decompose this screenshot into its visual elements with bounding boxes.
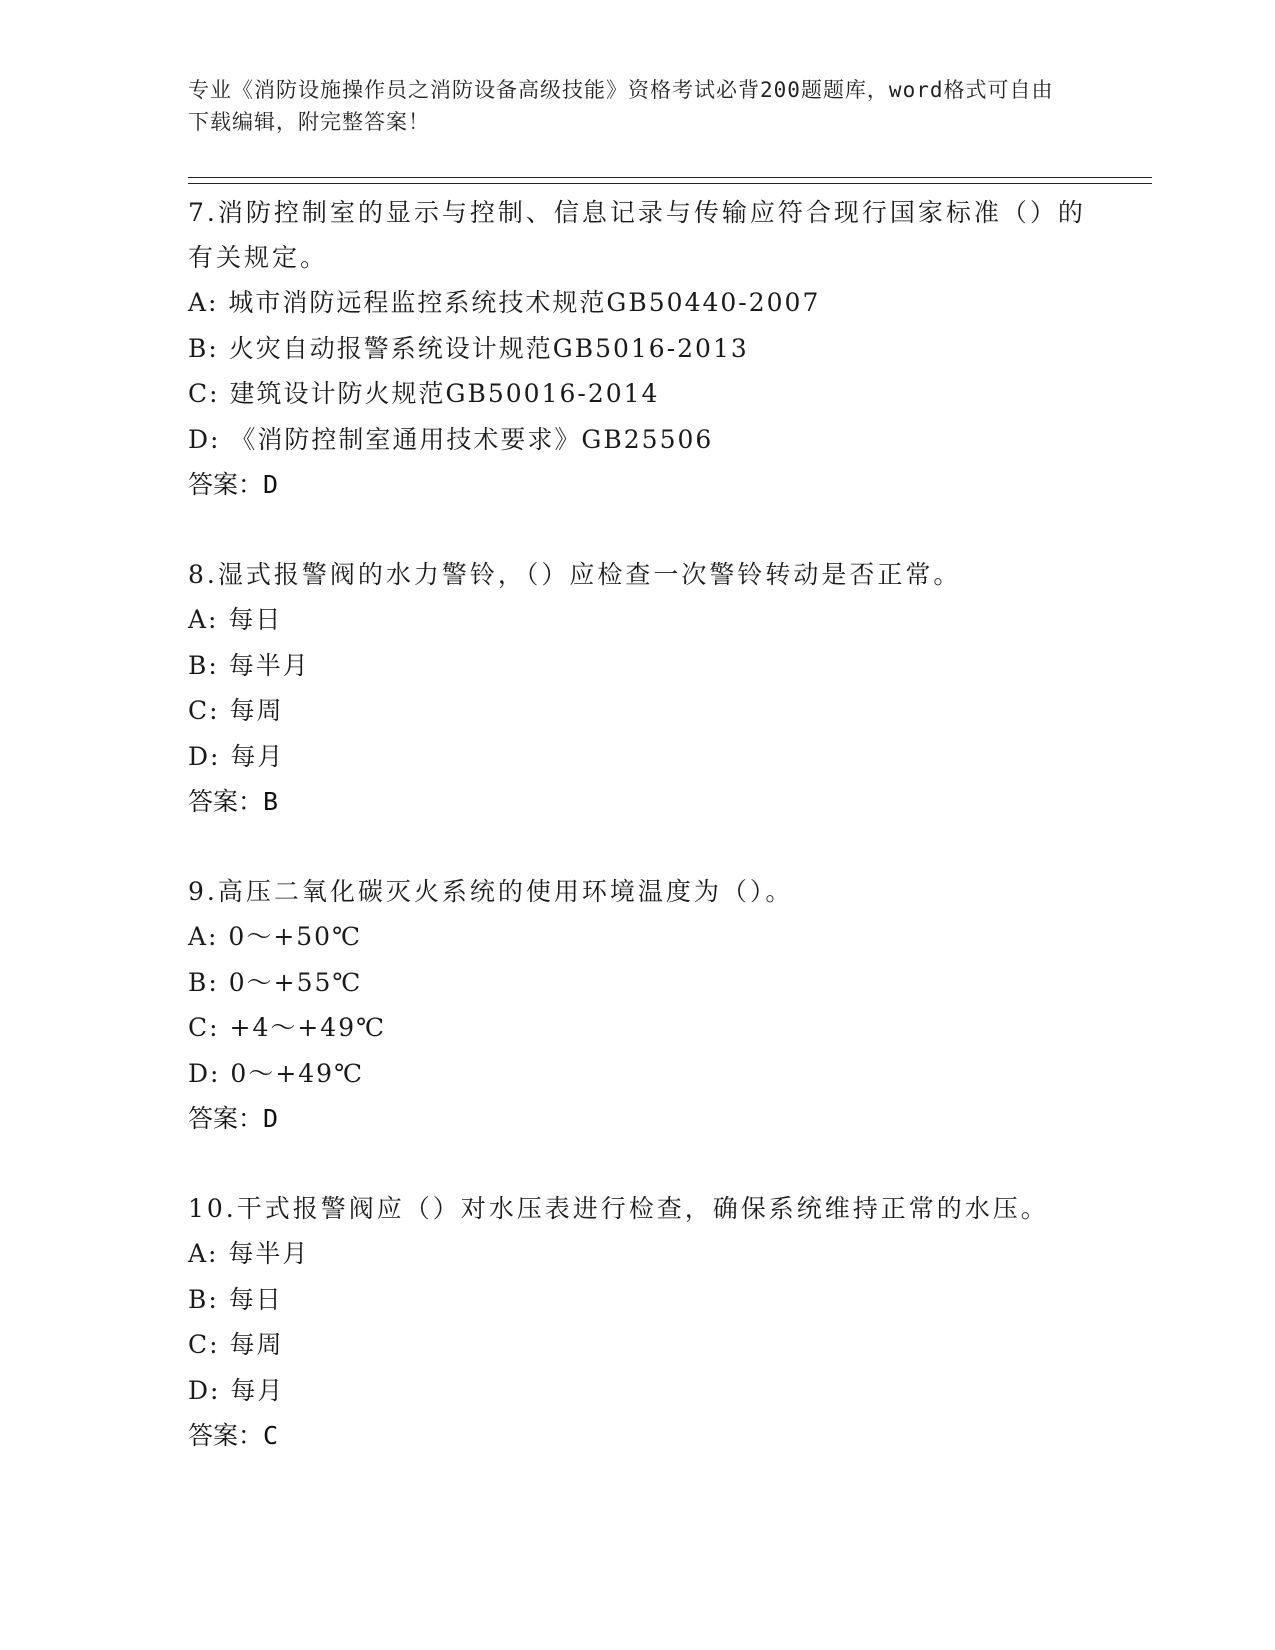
option-b: B: 每日 xyxy=(188,1284,283,1314)
answer-line xyxy=(188,779,1088,824)
option-c: C: 每周 xyxy=(188,696,284,725)
option-a: A: 0～+50℃ xyxy=(188,922,363,951)
question-stem: 10.干式报警阀应（）对水压表进行检查，确保系统维持正常的水压。 xyxy=(188,1194,1049,1223)
option-a: A: 城市消防远程监控系统技术规范GB50440-2007 xyxy=(188,288,821,317)
question-list xyxy=(188,190,1088,1503)
answer-value: D xyxy=(263,470,279,499)
answer-label: 答案： xyxy=(188,470,264,499)
option-a: A: 每半月 xyxy=(188,1239,310,1268)
option-a: A: 每日 xyxy=(188,605,283,634)
header-rule-top xyxy=(188,177,1152,178)
option-d: D: 0～+49℃ xyxy=(188,1058,365,1088)
option-d: D: 每月 xyxy=(188,741,285,771)
document-header: 专业《消防设施操作员之消防设备高级技能》资格考试必背200题题库，word格式可自由下载编辑，附完整答案！ xyxy=(188,78,1054,134)
header-rule-bottom xyxy=(188,183,1152,184)
question-9 xyxy=(188,869,1088,1141)
answer-label: 答案： xyxy=(188,787,264,816)
question-stem: 8.湿式报警阀的水力警铃，（）应检查一次警铃转动是否正常。 xyxy=(188,560,962,589)
option-c: C: +4～+49℃ xyxy=(188,1013,387,1042)
answer-value: B xyxy=(263,787,279,816)
answer-line xyxy=(188,1413,1088,1458)
option-b: B: 火灾自动报警系统设计规范GB5016-2013 xyxy=(188,333,749,363)
answer-value: D xyxy=(263,1104,279,1133)
option-c: C: 每周 xyxy=(188,1330,284,1359)
answer-value: C xyxy=(263,1421,279,1450)
question-8 xyxy=(188,552,1088,824)
option-c: C: 建筑设计防火规范GB50016-2014 xyxy=(188,379,660,408)
question-10 xyxy=(188,1186,1088,1458)
option-b: B: 每半月 xyxy=(188,650,310,680)
answer-line xyxy=(188,462,1088,507)
answer-line xyxy=(188,1096,1088,1141)
question-7 xyxy=(188,190,1088,507)
option-d: D: 《消防控制室通用技术要求》GB25506 xyxy=(188,424,714,454)
answer-label: 答案： xyxy=(188,1421,264,1450)
option-d: D: 每月 xyxy=(188,1375,285,1405)
question-stem: 9.高压二氧化碳灭火系统的使用环境温度为（）。 xyxy=(188,877,794,906)
answer-label: 答案： xyxy=(188,1104,264,1133)
question-stem: 7.消防控制室的显示与控制、信息记录与传输应符合现行国家标准（）的有关规定。 xyxy=(188,198,1086,272)
option-b: B: 0～+55℃ xyxy=(188,967,363,997)
